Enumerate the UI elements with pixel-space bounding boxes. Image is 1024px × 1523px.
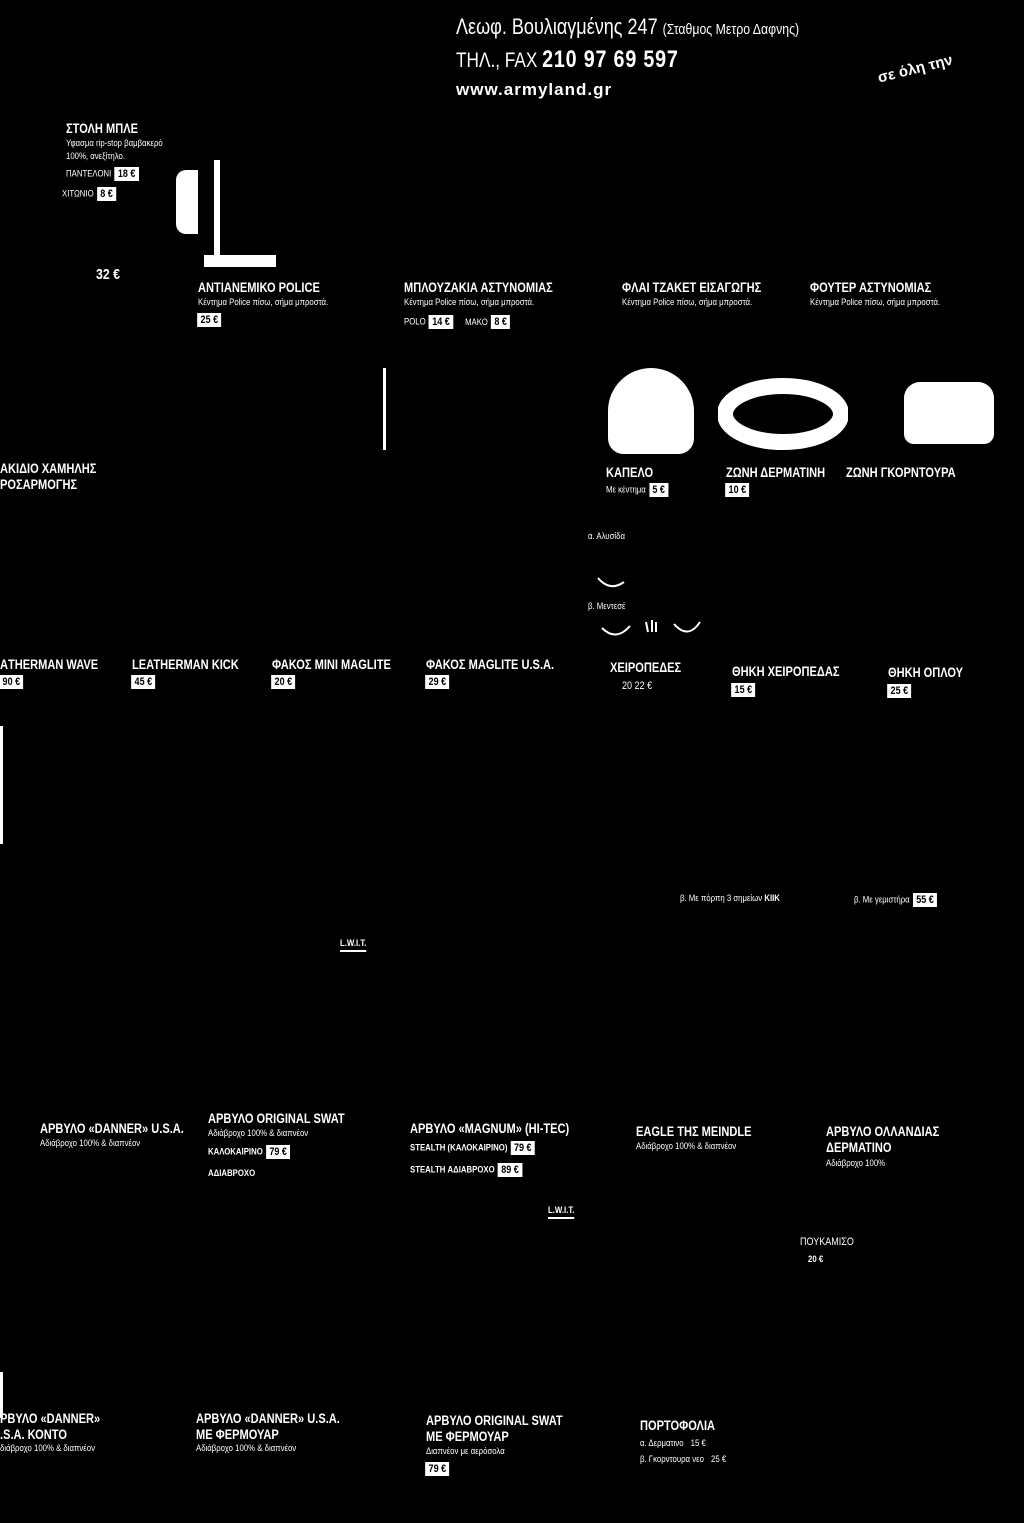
magnum-summer-price: 79 € [511, 1141, 535, 1155]
magnum-summer-label: STEALTH (ΚΑΛΟΚΑΙΡΙΝΟ) [410, 1142, 508, 1154]
holster-b1-price: KIIK [764, 893, 780, 904]
swat2-desc: Διαπνέον με αερόσολα [426, 1446, 505, 1457]
meindle-desc: Αδιάβροχο 100% & διαπνέον [636, 1141, 737, 1152]
holster-b1-label: β. Με πόρπη 3 σημείων [680, 893, 763, 904]
danner3-title-2: ΜΕ ΦΕΡΜΟΥΑΡ [196, 1427, 279, 1442]
left-edge-mark [0, 726, 3, 844]
boot-title-2: ΡΟΣΑΡΜΟΓΗΣ [0, 477, 78, 492]
pants-label: ΠΑΝΤΕΛΟΝΙ [66, 168, 112, 180]
lwit-badge-2: L.W.I.T. [548, 1205, 574, 1219]
cuffs-price: 20 22 € [622, 680, 653, 692]
pants-line [66, 167, 139, 181]
holster-b2-price: 55 € [913, 893, 937, 907]
leatherman-kick-price-wrap [128, 675, 155, 689]
cuffs-title: ΧΕΙΡΟΠΕΔΕΣ [610, 660, 682, 675]
magnum-wp-price: 89 € [498, 1163, 522, 1177]
wallet-title: ΠΟΡΤΟΦΟΛΙΑ [640, 1418, 716, 1433]
cuff-case-price-wrap [728, 683, 755, 697]
jacket-label: ΧΙΤΩΝΙΟ [62, 188, 94, 200]
danner3-desc: Αδιάβροχο 100% & διαπνέον [196, 1443, 297, 1454]
holster-price: 25 € [887, 684, 911, 698]
danner-title: ΑΡΒΥΛΟ «DANNER» U.S.A. [40, 1121, 184, 1136]
holster-option-b1 [680, 893, 780, 905]
fleece-desc: Κέντημα Police πίσω, σήμα μπροστά. [622, 297, 753, 308]
fleece-title: ΦΛΑΙ ΤΖΑΚΕΤ ΕΙΣΑΓΩΓΗΣ [622, 280, 762, 295]
belt-cordura-title: ΖΩΝΗ ΓΚΟΡΝΤΟΥΡΑ [846, 465, 956, 480]
windbreaker-price-wrap [194, 313, 221, 327]
belt-leather-price-wrap [722, 483, 749, 497]
holster-b2-label: β. Με γεμιστήρα [854, 894, 910, 906]
uniform-title: ΣΤΟΛΗ ΜΠΛΕ [66, 121, 138, 136]
wallet-option-b [640, 1454, 726, 1466]
belt-leather-title: ΖΩΝΗ ΔΕΡΜΑΤΙΝΗ [726, 465, 826, 480]
swat-desc: Αδιάβροχο 100% & διαπνέον [208, 1128, 309, 1139]
leatherman-wave-title: ΑTHERMAN WAVE [0, 657, 99, 672]
dutch-title-1: ΑΡΒΥΛΟ ΟΛΛΑΝΔΙΑΣ [826, 1124, 940, 1139]
mako-price: 8 € [491, 315, 510, 329]
phone-label: ΤΗΛ., FAX [456, 49, 538, 72]
holster-option-b2 [854, 893, 937, 907]
wallet-b-label: β. Γκορντουρα νεο [640, 1454, 704, 1465]
swat2-price: 79 € [425, 1462, 449, 1476]
swat2-title-2: ΜΕ ΦΕΡΜΟΥΑΡ [426, 1429, 509, 1444]
swat-title: ΑΡΒΥΛΟ ORIGINAL SWAT [208, 1111, 345, 1126]
jacket-price: 8 € [97, 187, 116, 201]
cap-desc: Με κέντημα [606, 484, 646, 496]
uniform-desc-1: Υφασμα rip-stop βαμβακερό [66, 138, 163, 149]
divider-line [383, 368, 386, 450]
chain-option-a: α. Αλυσίδα [588, 531, 625, 542]
swat-summer-price: 79 € [266, 1145, 290, 1159]
leatherman-wave-price: 90 € [0, 675, 23, 689]
uniform-big-price: 32 € [96, 266, 120, 283]
wallet-option-a [640, 1438, 706, 1450]
cordura-belt-image [904, 382, 994, 444]
cuff-case-price: 15 € [731, 683, 755, 697]
danner2-title-1: ΡΒΥΛΟ «DANNER» [0, 1411, 101, 1426]
danner-desc: Αδιάβροχο 100% & διαπνέον [40, 1138, 141, 1149]
belt-leather-price: 10 € [725, 483, 749, 497]
mini-maglite-price-wrap [268, 675, 295, 689]
danner2-desc: διάβροχο 100% & διαπνέον [0, 1443, 95, 1454]
sweater-title: ΦΟΥΤΕΡ ΑΣΤΥΝΟΜΙΑΣ [810, 280, 932, 295]
cap-price: 5 € [649, 483, 668, 497]
pants-price: 18 € [115, 167, 139, 181]
danner3-title-1: ΑΡΒΥΛΟ «DANNER» U.S.A. [196, 1411, 340, 1426]
uniform-image-fragment [176, 170, 198, 234]
chain-option-b: β. Μεντεσέ [588, 601, 626, 612]
uniform-desc-2: 100%, ανεξίτηλο. [66, 151, 126, 162]
address-text: Λεωφ. Βουλιαγμένης 247 [456, 14, 658, 39]
magnum-summer-line [410, 1141, 535, 1155]
wallet-a-price: 15 € [690, 1438, 706, 1449]
boot-title-1: ΑΚΙΔΙΟ ΧΑΜΗΛΗΣ [0, 461, 97, 476]
swat-summer-label: ΚΑΛΟΚΑΙΡΙΝΟ [208, 1146, 263, 1158]
sweater-desc: Κέντημα Police πίσω, σήμα μπροστά. [810, 297, 941, 308]
windbreaker-price: 25 € [197, 313, 221, 327]
mako-label: ΜΑΚΟ [465, 316, 488, 328]
store-website[interactable]: www.armyland.gr [456, 80, 613, 99]
swat2-price-wrap [422, 1462, 449, 1476]
store-phone [456, 46, 679, 74]
holster-price-wrap [884, 684, 911, 698]
tshirt-prices [404, 315, 510, 329]
shirt-price: 20 € [808, 1254, 824, 1265]
shirt-title: ΠΟΥΚΑΜΙΣΟ [800, 1236, 854, 1248]
maglite-title: ΦΑΚΟΣ MAGLITE U.S.A. [426, 657, 555, 672]
uniform-image-line [214, 160, 220, 260]
tshirt-desc: Κέντημα Police πίσω, σήμα μπροστά. [404, 297, 535, 308]
phone-number: 210 97 69 597 [542, 46, 679, 73]
wallet-a-label: α. Δερματινο [640, 1438, 684, 1449]
magnum-wp-label: STEALTH ΑΔΙΑΒΡΟΧΟ [410, 1164, 495, 1176]
swat-summer-line [208, 1145, 290, 1159]
mini-maglite-price: 20 € [271, 675, 295, 689]
holster-title: ΘΗΚΗ ΟΠΛΟΥ [888, 665, 964, 680]
cuff-case-title: ΘΗΚΗ ΧΕΙΡΟΠΕΔΑΣ [732, 664, 840, 679]
polo-label: ΡΟLΟ [404, 316, 426, 328]
cap-image [608, 368, 694, 454]
leatherman-kick-title: LEATHERMAN KICK [132, 657, 239, 672]
danner2-title-2: .S.A. ΚΟΝΤΟ [0, 1427, 67, 1442]
handcuffs-image [590, 570, 710, 640]
meindle-title: EAGLE ΤΗΣ MEINDLE [636, 1124, 752, 1139]
cap-title: ΚΑΠΕΛΟ [606, 465, 654, 480]
polo-price: 14 € [429, 315, 453, 329]
slogan: σε όλη την [876, 51, 955, 87]
maglite-price: 29 € [425, 675, 449, 689]
mini-maglite-title: ΦΑΚΟΣ MINI MAGLITE [272, 657, 391, 672]
lwit-badge: L.W.I.T. [340, 938, 366, 952]
belt-image [718, 374, 848, 454]
leatherman-wave-price-wrap [0, 675, 23, 689]
cap-line [606, 483, 668, 497]
store-address [456, 14, 799, 40]
magnum-title: ΑΡΒΥΛΟ «MAGNUM» (HI-TEC) [410, 1121, 570, 1136]
maglite-price-wrap [422, 675, 449, 689]
windbreaker-title: ΑΝΤΙΑΝΕΜΙΚΟ POLICE [198, 280, 320, 295]
jacket-line [62, 187, 116, 201]
tshirt-title: ΜΠΛΟΥΖΑΚΙΑ ΑΣΤΥΝΟΜΙΑΣ [404, 280, 553, 295]
magnum-wp-line [410, 1163, 522, 1177]
dutch-desc: Αδιάβροχο 100% [826, 1158, 886, 1169]
address-note: (Σταθμος Μετρο Δαφνης) [662, 21, 800, 38]
dutch-title-2: ΔΕΡΜΑΤΙΝΟ [826, 1140, 892, 1155]
wallet-b-price: 25 € [711, 1454, 727, 1465]
swat2-title-1: ΑΡΒΥΛΟ ORIGINAL SWAT [426, 1413, 563, 1428]
swat-waterproof: ΑΔΙΑΒΡΟΧΟ [208, 1168, 256, 1179]
leatherman-kick-price: 45 € [131, 675, 155, 689]
windbreaker-desc: Κέντημα Police πίσω, σήμα μπροστά. [198, 297, 329, 308]
